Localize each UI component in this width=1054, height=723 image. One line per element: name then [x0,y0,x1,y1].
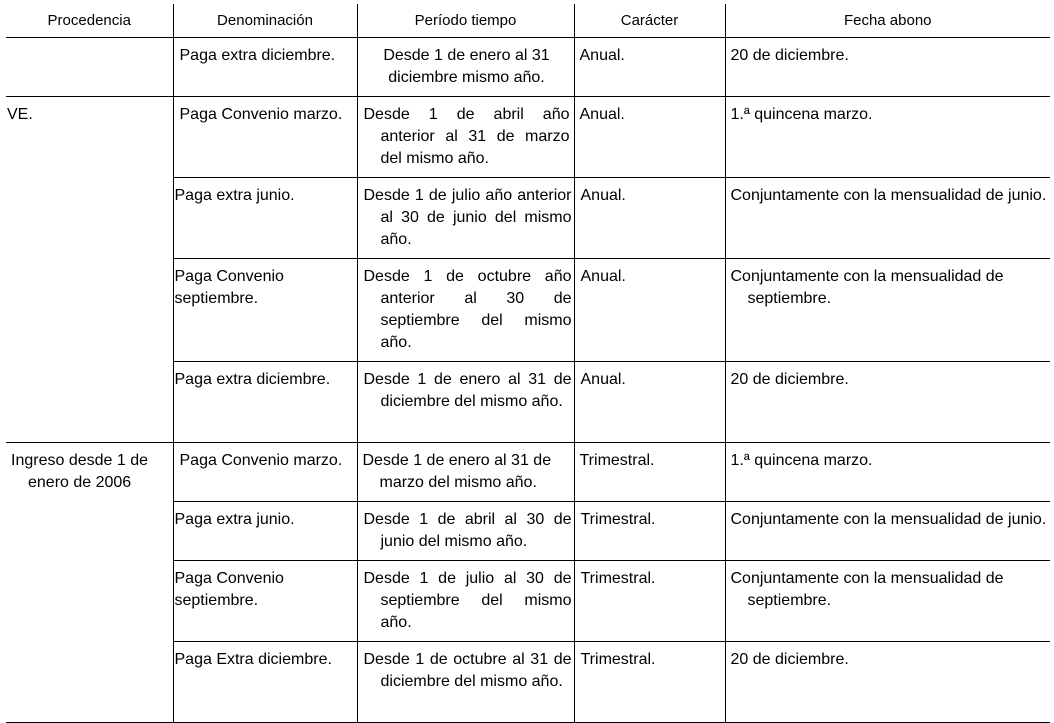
periodo-cell: Desde 1 de julio al 30 de septiembre del mismo año. [357,561,574,642]
table-row [6,443,1050,502]
fecha-cell: Conjuntamente con la mensualidad de septiembre. [725,561,1050,642]
caracter-cell: Trimestral. [574,443,725,502]
denominacion-cell: Paga extra junio. [173,502,357,561]
header-caracter: Carácter [574,4,725,38]
header-row [6,4,1050,38]
header-periodo: Período tiempo [357,4,574,38]
denominacion-cell: Paga Convenio septiembre. [173,259,357,362]
caracter-cell: Anual. [574,38,725,97]
fecha-cell: 1.ª quincena marzo. [725,443,1050,502]
header-procedencia: Procedencia [6,4,173,38]
denominacion-cell: Paga Convenio marzo. [173,97,357,178]
periodo-cell: Desde 1 de abril al 30 de junio del mismo año. [357,502,574,561]
caracter-cell: Trimestral. [574,642,725,723]
fecha-cell: Conjuntamente con la mensualidad de junio. [725,178,1050,259]
table-row [6,97,1050,178]
procedencia-cell: VE. [6,97,173,443]
periodo-cell: Desde 1 de enero al 31 de marzo del mismo año. [357,443,574,502]
denominacion-cell: Paga Convenio marzo. [173,443,357,502]
header-denominacion: Denominación [173,4,357,38]
table-row [6,38,1050,97]
fecha-cell: 20 de diciembre. [725,362,1050,443]
caracter-cell: Anual. [574,362,725,443]
pagas-table [6,4,1050,723]
caracter-cell: Trimestral. [574,502,725,561]
caracter-cell: Anual. [574,97,725,178]
fecha-cell: 1.ª quincena marzo. [725,97,1050,178]
fecha-cell: Conjuntamente con la mensualidad de septiembre. [725,259,1050,362]
header-fecha-abono: Fecha abono [725,4,1050,38]
periodo-cell: Desde 1 de enero al 31 de diciembre del mismo año. [357,362,574,443]
periodo-cell: Desde 1 de octubre al 31 de diciembre del mismo año. [357,642,574,723]
caracter-cell: Trimestral. [574,561,725,642]
periodo-cell: Desde 1 de octubre año anterior al 30 de septiembre del mismo año. [357,259,574,362]
fecha-cell: Conjuntamente con la mensualidad de junio. [725,502,1050,561]
procedencia-cell [6,38,173,97]
denominacion-cell: Paga Extra diciembre. [173,642,357,723]
denominacion-cell: Paga extra junio. [173,178,357,259]
fecha-cell: 20 de diciembre. [725,642,1050,723]
periodo-cell: Desde 1 de enero al 31 diciembre mismo año. [357,38,574,97]
caracter-cell: Anual. [574,178,725,259]
procedencia-cell: Ingreso desde 1 de enero de 2006 [6,443,173,723]
periodo-cell: Desde 1 de abril año anterior al 31 de marzo del mismo año. [357,97,574,178]
denominacion-cell: Paga Convenio septiembre. [173,561,357,642]
caracter-cell: Anual. [574,259,725,362]
fecha-cell: 20 de diciembre. [725,38,1050,97]
denominacion-cell: Paga extra diciembre. [173,362,357,443]
denominacion-cell: Paga extra diciembre. [173,38,357,97]
periodo-cell: Desde 1 de julio año anterior al 30 de junio del mismo año. [357,178,574,259]
